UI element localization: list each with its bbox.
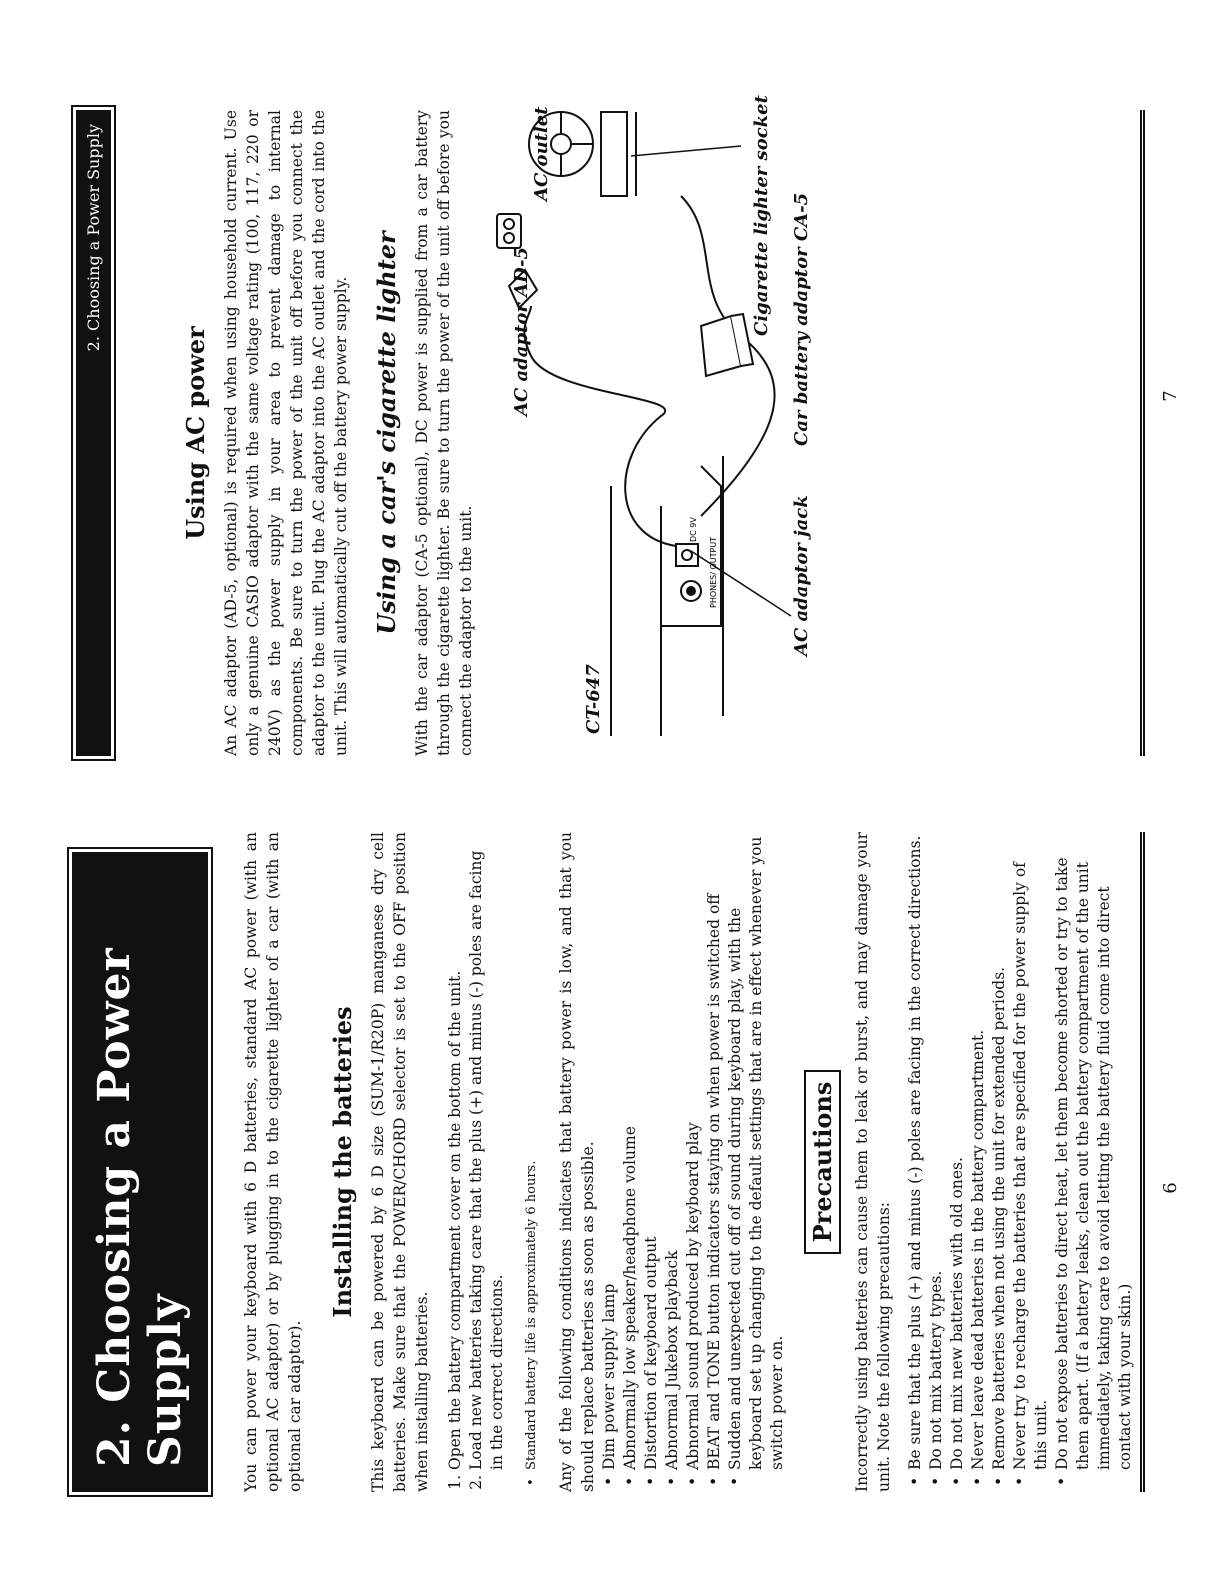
ac-outlet-label: AC outlet [531, 106, 552, 201]
phones-output-jack-icon [681, 581, 701, 601]
list-item: • Do not expose batteries to direct heat, let them become shorted or try to take them apart. (If a battery leaks, clean out the battery compartment of the unit immediately, taking care to avoid letting the battery fluid come into direct contact with your skin.) [1052, 832, 1136, 1470]
phones-output-label: PHONES/ OUTPUT [709, 536, 718, 608]
list-item: • Do not mix battery types. [926, 832, 947, 1470]
using-ac-power-heading: Using AC power [181, 326, 210, 540]
step-item: 2. Load new batteries taking care that the plus (+) and minus (-) poles are facing in the correct directions. [466, 832, 508, 1470]
precautions-list [905, 832, 1136, 1492]
list-item: • Sudden and unexpected cut off of sound during keyboard play, with the keyboard set up changing to the default settings that are in effect whenever you switch power on. [725, 832, 788, 1470]
battery-life-note: • Standard battery life is approximately 6 hours. [524, 832, 539, 1492]
running-header: 2. Choosing a Power Supply [76, 110, 111, 756]
list-item: • Distortion of keyboard output [641, 832, 662, 1470]
ac-cable-line [524, 306, 676, 546]
car-lighter-heading: Using a car's cigarette lighter [372, 231, 401, 635]
ac-power-text: An AC adaptor (AD-5, optional) is required when using household current. Use only a genuine CASIO adaptor with the same voltage rating (100, 117, 220 or 240V) as the power supply in your area to prevent damage to internal components. Be sure to turn the power of the unit off before you connect the adaptor to the unit. Plug the AC adaptor into the AC outlet and the cord into the unit. This will automatically cut off the battery power supply. [222, 110, 350, 756]
list-item: • Abnormal sound produced by keyboard play [683, 832, 704, 1470]
list-item: • Be sure that the plus (+) and minus (-) poles are facing in the correct directions. [905, 832, 926, 1470]
low-battery-conditions [599, 832, 788, 1492]
connection-diagram-drawing [491, 110, 971, 756]
socket-pointer-line [631, 146, 741, 156]
page-6 [0, 792, 1224, 1584]
conditions-intro: Any of the following conditions indicates that battery power is low, and that you should replace batteries as soon as possible. [557, 832, 597, 1492]
page-title: 2. Choosing a Power Supply [72, 852, 208, 1492]
list-item: • Do not mix new batteries with old ones. [947, 832, 968, 1470]
footer-rule [1140, 832, 1148, 1492]
ac-adaptor-ad5-label: AC adaptor AD-5 [511, 246, 532, 416]
page-number: 6 [1160, 1182, 1181, 1194]
cigarette-socket-label: Cigarette lighter socket [751, 95, 772, 336]
car-lighter-text: With the car adaptor (CA-5 optional), DC power is supplied from a car battery through the cigarette lighter. Be sure to turn the power of the unit off before you connect the adaptor to the unit. [413, 110, 475, 756]
install-steps [445, 832, 508, 1492]
ct647-label: CT-647 [583, 664, 604, 734]
page-number: 7 [1160, 390, 1181, 402]
list-item: • Abnormal Jukebox playback [662, 832, 683, 1470]
installing-batteries-heading: Installing the batteries [328, 1006, 357, 1318]
precautions-intro: Incorrectly using batteries can cause them to leak or burst, and may damage your unit. Note the following precautions: [853, 832, 893, 1492]
precautions-heading-wrap [804, 832, 841, 1492]
dc-jack-icon [676, 544, 698, 566]
dc-label: DC 9V [689, 517, 698, 542]
list-item: • Dim power supply lamp [599, 832, 620, 1470]
list-item: • Never try to recharge the batteries that are specified for the power supply of this unit. [1010, 832, 1052, 1470]
list-item: • Never leave dead batteries in the battery compartment. [968, 832, 989, 1470]
car-battery-adaptor-label: Car battery adaptor CA-5 [791, 192, 812, 446]
list-item: • BEAT and TONE button indicators staying on when power is switched off [704, 832, 725, 1470]
precautions-heading: Precautions [804, 1070, 841, 1255]
intro-paragraph: You can power your keyboard with 6 D batteries, standard AC power (with an optional AC adaptor) or by plugging in to the cigarette lighter of a car (with an optional car adaptor). [242, 832, 304, 1492]
list-item: • Remove batteries when not using the unit for extended periods. [989, 832, 1010, 1470]
step-item: 1. Open the battery compartment cover on the bottom of the unit. [445, 832, 466, 1470]
list-item: • Abnormally low speaker/headphone volume [620, 832, 641, 1470]
jack-pointer-line [691, 551, 791, 616]
connection-diagram [491, 95, 971, 756]
ac-adaptor-jack-label: AC adaptor jack [791, 495, 812, 656]
car-battery-adaptor-icon [701, 314, 753, 376]
keyboard-panel [611, 456, 723, 736]
footer-rule [1140, 110, 1148, 756]
ac-outlet-icon [497, 214, 521, 248]
installing-batteries-text: This keyboard can be powered by 6 D size (SUM-1/R20P) manganese dry cell batteries. Make sure that the POWER/CHORD selector is set to the OFF position when installing batteries. [369, 832, 431, 1492]
